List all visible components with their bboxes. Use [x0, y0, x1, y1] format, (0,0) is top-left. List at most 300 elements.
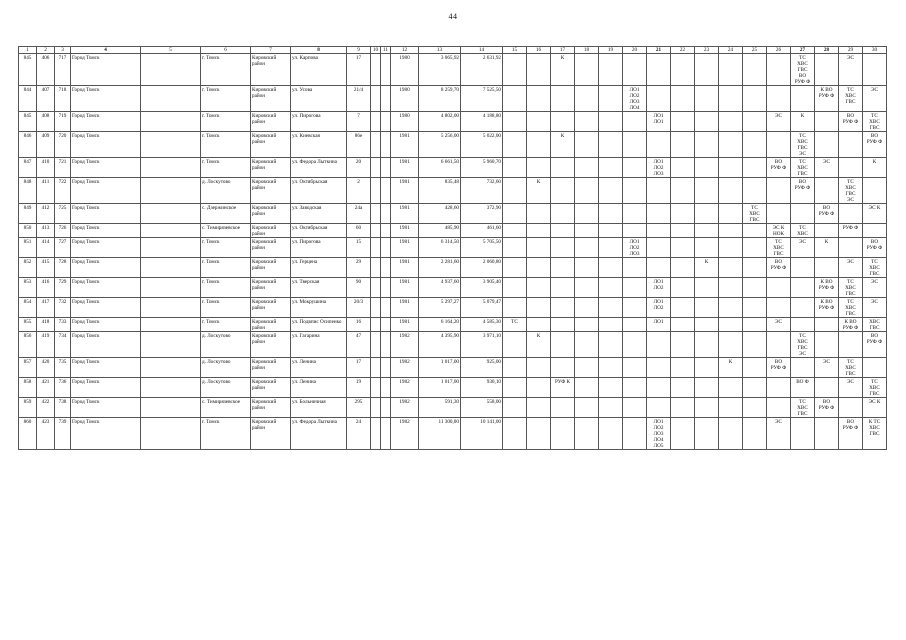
table-cell: ЛО1 ЛО2 — [647, 278, 671, 298]
table-cell: 2 631,92 — [461, 54, 503, 86]
table-cell — [503, 418, 527, 450]
table-cell — [371, 204, 381, 224]
table-cell: ВО РУФ Ф — [815, 398, 839, 418]
table-cell — [381, 398, 391, 418]
table-cell — [767, 278, 791, 298]
table-cell — [815, 378, 839, 398]
table-cell — [503, 378, 527, 398]
table-cell: ВО РУФ Ф — [791, 178, 815, 204]
table-cell — [767, 54, 791, 86]
table-cell — [503, 278, 527, 298]
table-cell: Город Томск — [71, 298, 141, 318]
table-cell — [575, 358, 599, 378]
table-cell — [527, 318, 551, 332]
table-cell — [381, 378, 391, 398]
table-cell — [381, 318, 391, 332]
table-cell — [671, 238, 695, 258]
table-cell — [695, 178, 719, 204]
table-cell: 720 — [55, 132, 71, 158]
table-cell — [599, 178, 623, 204]
table-cell: 858 — [19, 378, 37, 398]
table-cell: 1981 — [391, 258, 419, 278]
table-cell: Кировский район — [251, 298, 291, 318]
table-cell — [815, 318, 839, 332]
table-cell — [695, 278, 719, 298]
table-cell: 860 — [19, 418, 37, 450]
table-cell: 1981 — [391, 278, 419, 298]
table-cell — [815, 112, 839, 132]
table-row — [19, 378, 887, 398]
table-cell — [791, 278, 815, 298]
column-header: 14 — [461, 47, 503, 54]
table-cell: ЭС — [839, 54, 863, 86]
table-cell: Город Томск — [71, 318, 141, 332]
table-cell: ул. Мокрушина — [291, 298, 347, 318]
table-cell — [381, 332, 391, 358]
table-cell — [671, 258, 695, 278]
table-cell — [767, 178, 791, 204]
table-cell — [839, 398, 863, 418]
table-cell — [743, 86, 767, 112]
table-cell: 4 937,60 — [419, 278, 461, 298]
table-cell: К ВО РУФ Ф — [839, 318, 863, 332]
table-cell: Город Томск — [71, 224, 141, 238]
table-cell: 835,48 — [419, 178, 461, 204]
table-cell: 90 — [347, 278, 371, 298]
table-cell — [695, 112, 719, 132]
column-header: 30 — [863, 47, 887, 54]
table-cell — [381, 298, 391, 318]
table-cell: ВО РУФ Ф — [863, 238, 887, 258]
table-cell — [791, 318, 815, 332]
table-row — [19, 418, 887, 450]
table-cell: 7 525,50 — [461, 86, 503, 112]
table-cell — [575, 132, 599, 158]
table-cell: Кировский район — [251, 158, 291, 178]
table-cell: К ВО РУФ Ф — [815, 298, 839, 318]
table-cell: ЛО1 ЛО1 — [647, 112, 671, 132]
table-cell — [527, 224, 551, 238]
table-cell — [863, 54, 887, 86]
table-cell: ул. Больничная — [291, 398, 347, 418]
table-cell: д. Лоскутово — [201, 332, 251, 358]
table-cell — [371, 418, 381, 450]
table-cell — [371, 278, 381, 298]
table-cell — [381, 178, 391, 204]
table-cell — [671, 224, 695, 238]
table-cell — [503, 178, 527, 204]
table-cell: 3 905,40 — [461, 278, 503, 298]
table-cell — [599, 318, 623, 332]
table-cell: ЭС — [767, 418, 791, 450]
table-cell — [815, 132, 839, 158]
column-header: 17 — [551, 47, 575, 54]
table-cell: 1981 — [391, 298, 419, 318]
table-cell — [719, 132, 743, 158]
table-cell — [695, 204, 719, 224]
table-cell: Кировский район — [251, 258, 291, 278]
table-cell — [551, 178, 575, 204]
table-cell — [503, 298, 527, 318]
table-cell — [719, 332, 743, 358]
table-cell — [527, 132, 551, 158]
table-cell: 421 — [37, 378, 55, 398]
table-cell — [671, 318, 695, 332]
table-body — [19, 54, 887, 450]
table-cell: г. Томск — [201, 418, 251, 450]
table-cell: 10 141,00 — [461, 418, 503, 450]
table-cell: Город Томск — [71, 398, 141, 418]
table-cell: 5 297,27 — [419, 298, 461, 318]
table-cell: Кировский район — [251, 378, 291, 398]
table-cell: 851 — [19, 238, 37, 258]
table-cell: г. Томск — [201, 112, 251, 132]
table-cell: Город Томск — [71, 112, 141, 132]
table-cell: ТС ХВС ГВС — [791, 398, 815, 418]
table-cell: 736 — [55, 378, 71, 398]
table-cell — [551, 258, 575, 278]
column-number-row — [19, 47, 887, 54]
table-cell — [141, 398, 201, 418]
table-row — [19, 278, 887, 298]
table-cell — [141, 278, 201, 298]
table-cell: 726 — [55, 224, 71, 238]
table-cell — [695, 332, 719, 358]
table-cell — [371, 158, 381, 178]
table-cell — [599, 298, 623, 318]
table-cell — [381, 112, 391, 132]
table-cell — [141, 238, 201, 258]
table-cell — [767, 332, 791, 358]
table-cell: 17 — [347, 358, 371, 378]
table-cell: ул. Ленина — [291, 378, 347, 398]
table-cell — [815, 258, 839, 278]
column-header: 18 — [575, 47, 599, 54]
column-header: 16 — [527, 47, 551, 54]
table-cell: 857 — [19, 358, 37, 378]
table-cell — [743, 54, 767, 86]
column-header: 1 — [19, 47, 37, 54]
table-cell — [671, 54, 695, 86]
table-cell — [503, 238, 527, 258]
table-cell: 718 — [55, 86, 71, 112]
table-cell — [527, 112, 551, 132]
table-cell — [839, 132, 863, 158]
column-header: 25 — [743, 47, 767, 54]
table-cell: ул. Заводская — [291, 204, 347, 224]
table-cell: 852 — [19, 258, 37, 278]
table-cell: 721 — [55, 158, 71, 178]
table-cell: 722 — [55, 178, 71, 204]
table-cell — [815, 54, 839, 86]
table-cell — [791, 86, 815, 112]
table-cell: ЭС — [863, 86, 887, 112]
column-header: 27 — [791, 47, 815, 54]
table-cell — [371, 378, 381, 398]
table-cell: 413 — [37, 224, 55, 238]
table-cell — [503, 132, 527, 158]
table-cell: 11 300,00 — [419, 418, 461, 450]
table-cell — [743, 258, 767, 278]
table-cell — [503, 112, 527, 132]
table-cell: 47 — [347, 332, 371, 358]
table-cell — [623, 358, 647, 378]
table-cell — [791, 418, 815, 450]
table-cell: 422 — [37, 398, 55, 418]
table-cell — [141, 178, 201, 204]
table-cell: ул. Герцена — [291, 258, 347, 278]
table-cell: 2 281,60 — [419, 258, 461, 278]
table-cell: Город Томск — [71, 158, 141, 178]
table-cell — [695, 86, 719, 112]
table-cell: 729 — [55, 278, 71, 298]
table-cell: ВО РУФ Ф — [863, 132, 887, 158]
table-cell — [599, 158, 623, 178]
table-row — [19, 112, 887, 132]
table-cell: ЭС — [767, 112, 791, 132]
table-cell: 845 — [19, 54, 37, 86]
table-cell — [503, 358, 527, 378]
table-cell — [719, 298, 743, 318]
table-cell — [719, 112, 743, 132]
column-header: 7 — [251, 47, 291, 54]
table-cell — [671, 158, 695, 178]
table-cell: 732 — [55, 298, 71, 318]
table-cell — [623, 378, 647, 398]
table-cell — [599, 112, 623, 132]
table-cell — [719, 178, 743, 204]
table-cell — [647, 204, 671, 224]
table-cell: 847 — [19, 158, 37, 178]
table-cell: 849 — [19, 204, 37, 224]
table-cell: 6 314,50 — [419, 238, 461, 258]
table-cell — [599, 258, 623, 278]
table-cell: 733 — [55, 318, 71, 332]
table-cell — [623, 258, 647, 278]
column-header: 3 — [55, 47, 71, 54]
table-cell — [647, 178, 671, 204]
table-cell — [527, 398, 551, 418]
table-cell: ЛО1 ЛО2 ЛО3 ЛО4 ЛО5 — [647, 418, 671, 450]
table-cell — [695, 132, 719, 158]
table-cell: К — [527, 178, 551, 204]
table-cell: 727 — [55, 238, 71, 258]
table-cell: 846 — [19, 132, 37, 158]
table-cell — [743, 278, 767, 298]
table-cell: Город Томск — [71, 132, 141, 158]
table-cell — [371, 398, 381, 418]
table-cell: ТС ХВС ГВС — [839, 298, 863, 318]
table-cell — [743, 332, 767, 358]
table-cell: 930,10 — [461, 378, 503, 398]
table-cell: 3 065,92 — [419, 54, 461, 86]
table-cell: 855 — [19, 318, 37, 332]
table-cell — [743, 158, 767, 178]
table-cell — [743, 132, 767, 158]
table-cell: ул. Тверская — [291, 278, 347, 298]
table-cell: ул. Подвпис Осипенко — [291, 318, 347, 332]
table-cell — [623, 204, 647, 224]
table-cell — [695, 418, 719, 450]
table-cell: 423 — [37, 418, 55, 450]
table-cell — [141, 86, 201, 112]
column-header: 26 — [767, 47, 791, 54]
table-cell — [719, 224, 743, 238]
table-cell — [599, 204, 623, 224]
table-cell: 5 705,50 — [461, 238, 503, 258]
table-cell — [767, 378, 791, 398]
table-cell: 844 — [19, 86, 37, 112]
table-cell: Город Томск — [71, 358, 141, 378]
table-cell — [141, 158, 201, 178]
table-cell — [371, 358, 381, 378]
table-cell: г. Томск — [201, 278, 251, 298]
table-cell — [647, 238, 671, 258]
table-cell — [695, 398, 719, 418]
column-header: 29 — [839, 47, 863, 54]
table-cell — [671, 278, 695, 298]
table-cell: 1980 — [391, 86, 419, 112]
table-cell: 5 079,47 — [461, 298, 503, 318]
table-cell: 3 971,10 — [461, 332, 503, 358]
table-cell: 6 164,20 — [419, 318, 461, 332]
table-cell: 854 — [19, 298, 37, 318]
table-cell — [599, 224, 623, 238]
table-cell — [671, 178, 695, 204]
table-cell: ЭС К — [863, 204, 887, 224]
table-cell: 411 — [37, 178, 55, 204]
table-cell — [719, 54, 743, 86]
table-cell: Город Томск — [71, 54, 141, 86]
table-row — [19, 332, 887, 358]
table-cell: ул. Киевская — [291, 132, 347, 158]
table-cell: 1 017,00 — [419, 378, 461, 398]
table-cell: 4 802,00 — [419, 112, 461, 132]
table-cell: К — [719, 358, 743, 378]
table-cell: 419 — [37, 332, 55, 358]
table-row — [19, 158, 887, 178]
table-cell: ВО РУФ Ф — [815, 204, 839, 224]
table-cell — [381, 54, 391, 86]
table-cell: К ВО РУФ Ф — [815, 86, 839, 112]
building-registry-table — [18, 46, 887, 450]
table-cell — [767, 204, 791, 224]
table-cell: 1981 — [391, 178, 419, 204]
table-cell: 1980 — [391, 112, 419, 132]
table-cell — [719, 278, 743, 298]
table-cell: 725 — [55, 204, 71, 224]
table-cell: 1 017,00 — [419, 358, 461, 378]
table-cell: 15 — [347, 238, 371, 258]
table-cell — [141, 224, 201, 238]
table-cell — [743, 178, 767, 204]
table-cell — [623, 278, 647, 298]
table-cell: ТС ХВС ГВС — [839, 358, 863, 378]
table-cell — [575, 158, 599, 178]
table-cell: 406 — [37, 54, 55, 86]
table-cell — [371, 224, 381, 238]
table-cell: 407 — [37, 86, 55, 112]
table-cell — [695, 238, 719, 258]
table-cell — [503, 332, 527, 358]
table-cell: Город Томск — [71, 332, 141, 358]
column-header: 12 — [391, 47, 419, 54]
table-cell: ЭС — [863, 298, 887, 318]
table-cell — [551, 224, 575, 238]
table-cell: 412 — [37, 204, 55, 224]
table-cell — [623, 178, 647, 204]
table-cell — [503, 204, 527, 224]
table-cell: 735 — [55, 358, 71, 378]
table-cell: Кировский район — [251, 278, 291, 298]
table-cell — [767, 298, 791, 318]
table-cell: ЭС — [815, 158, 839, 178]
table-cell — [743, 418, 767, 450]
table-cell — [647, 332, 671, 358]
table-cell — [575, 54, 599, 86]
table-cell — [527, 298, 551, 318]
table-cell — [527, 54, 551, 86]
table-row — [19, 224, 887, 238]
table-cell — [719, 86, 743, 112]
table-cell: 925,00 — [461, 358, 503, 378]
table-cell: ТС ХВС ГВС — [863, 112, 887, 132]
table-cell: ул. Ленина — [291, 358, 347, 378]
table-cell — [623, 158, 647, 178]
table-cell — [527, 378, 551, 398]
table-cell: Кировский район — [251, 132, 291, 158]
table-cell — [141, 358, 201, 378]
table-cell: 408 — [37, 112, 55, 132]
table-cell: 856 — [19, 332, 37, 358]
table-cell: ВО РУФ Ф — [863, 332, 887, 358]
table-cell: 1982 — [391, 358, 419, 378]
table-cell: 29 — [347, 258, 371, 278]
table-cell: 428,60 — [419, 204, 461, 224]
table-cell — [381, 204, 391, 224]
table-cell: 485,90 — [419, 224, 461, 238]
table-cell — [551, 398, 575, 418]
table-cell: ЛО1 ЛО2 ЛО3 — [623, 238, 647, 258]
table-cell — [671, 332, 695, 358]
table-cell — [839, 238, 863, 258]
table-cell: ЭС — [767, 318, 791, 332]
table-cell: ВО РУФ Ф — [767, 258, 791, 278]
table-cell — [141, 258, 201, 278]
table-cell — [527, 358, 551, 378]
table-cell — [647, 378, 671, 398]
table-cell: ВО Ф — [791, 378, 815, 398]
table-cell: 859 — [19, 398, 37, 418]
table-cell: 1981 — [391, 158, 419, 178]
table-cell: Кировский район — [251, 54, 291, 86]
table-cell — [671, 378, 695, 398]
table-cell: 591,30 — [419, 398, 461, 418]
table-cell — [671, 358, 695, 378]
table-row — [19, 318, 887, 332]
table-cell: ВО РУФ Ф — [767, 358, 791, 378]
table-cell — [575, 86, 599, 112]
table-row — [19, 258, 887, 278]
column-header: 22 — [671, 47, 695, 54]
table-cell: 850 — [19, 224, 37, 238]
table-cell: ул. Усова — [291, 86, 347, 112]
column-header: 21 — [647, 47, 671, 54]
table-cell — [695, 318, 719, 332]
table-cell — [647, 132, 671, 158]
table-cell — [575, 332, 599, 358]
table-cell — [141, 54, 201, 86]
